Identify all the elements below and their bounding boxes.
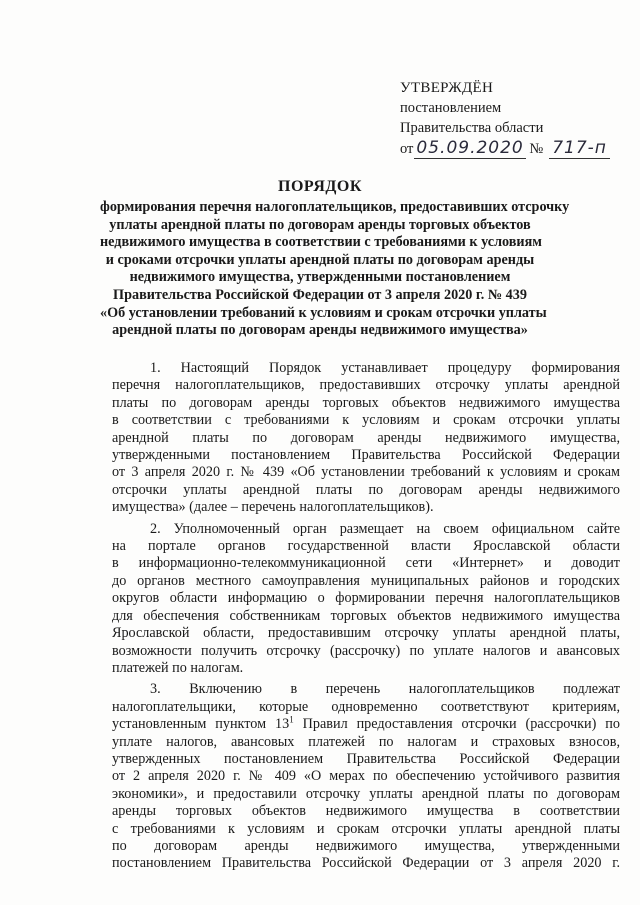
- text-line: от 2 апреля 2020 г. № 409 «О мерах по обеспечению устойчивого развития: [112, 768, 620, 785]
- approved-by-line-1: постановлением: [400, 100, 502, 116]
- title-line: уплаты арендной платы по договорам аренды торговых объектов: [109, 216, 531, 233]
- title-line: Правительства Российской Федерации от 3 апреля 2020 г. № 439: [113, 286, 527, 303]
- title-line: недвижимого имущества в соответствии с требованиями к условиям: [100, 234, 542, 251]
- text-fragment: Правил предоставления отсрочки (рассрочки) по: [293, 716, 620, 733]
- title-subtitle: [100, 199, 570, 340]
- title-line: «Об установлении требований к условиям и срокам отсрочки уплаты: [100, 304, 547, 321]
- text-line: утвержденными постановлением Правительства Российской Федерации: [112, 447, 620, 464]
- handwritten-date: 05.09.2020: [416, 138, 524, 158]
- title-line: арендной платы по договорам аренды недвижимого имущества»: [112, 322, 528, 339]
- text-line: платежей по налогам.: [112, 659, 244, 676]
- text-line-with-superscript: [112, 716, 620, 733]
- title-line: и сроками отсрочки уплаты арендной платы по договорам аренды: [105, 251, 535, 268]
- text-line: в информационно-телекоммуникационной сети «Интернет» и доводит: [112, 555, 620, 572]
- text-line: налогоплательщики, которые одновременно соответствуют критериям,: [112, 698, 620, 715]
- title-line: формирования перечня налогоплательщиков, предоставивших отсрочку: [100, 199, 570, 215]
- text-line: имущества» (далее – перечень налогоплательщиков).: [112, 499, 434, 516]
- text-line: уплате налогов, авансовых платежей по налогам и страховых взносов,: [112, 733, 620, 750]
- handwritten-number: 717-п: [549, 138, 610, 159]
- text-line: 3. Включению в перечень налогоплательщиков подлежат: [150, 681, 620, 698]
- text-line: до органов местного самоуправления муниципальных районов и городских: [112, 572, 620, 589]
- from-label: от: [400, 141, 414, 157]
- approval-date-number-line: [400, 138, 625, 159]
- title-main: ПОРЯДОК: [278, 178, 362, 195]
- text-line: утвержденных постановлением Правительства Российской Федерации: [112, 750, 620, 767]
- approved-by-line-2: Правительства области: [400, 120, 544, 136]
- text-line: Ярославской области, предоставившим отсрочку уплаты арендной платы,: [112, 625, 620, 642]
- text-line: 2. Уполномоченный орган размещает на своем официальном сайте: [150, 520, 620, 537]
- text-line: по договорам аренды недвижимого имущества, утвержденными: [112, 837, 620, 854]
- text-line: возможности получить отсрочку (рассрочку) по уплате налогов и авансовых: [112, 642, 620, 659]
- document-body: [112, 360, 620, 877]
- text-line: округов области информацию о формировании перечня налогоплательщиков: [112, 590, 620, 607]
- superscript: 1: [289, 714, 294, 725]
- paragraph-2: [112, 521, 620, 678]
- text-line: для обеспечения собственникам торговых объектов недвижимого имущества: [112, 607, 620, 624]
- text-line: перечня налогоплательщиков, предоставивших отсрочку уплаты арендной: [112, 377, 620, 394]
- number-label: №: [529, 141, 544, 157]
- paragraph-3: [112, 681, 620, 872]
- approved-heading: УТВЕРЖДЁН: [400, 80, 494, 96]
- text-line: на портале органов государственной власти Ярославской области: [112, 538, 620, 555]
- text-line: отсрочки уплаты арендной платы по договорам аренды недвижимого: [112, 481, 620, 498]
- text-line: платы по договорам аренды торговых объектов недвижимого имущества: [112, 394, 620, 411]
- text-line: аренды торговых объектов недвижимого имущества в соответствии: [112, 803, 620, 820]
- text-line: от 3 апреля 2020 г. № 439 «Об установлении требований к условиям и срокам: [112, 464, 620, 481]
- title-line: недвижимого имущества, утвержденными постановлением: [129, 269, 511, 286]
- approval-stamp: [400, 78, 625, 159]
- text-line: с требованиями к условиям и срокам отсрочки уплаты арендной платы: [112, 820, 620, 837]
- paragraph-1: [112, 360, 620, 517]
- document-title: [100, 178, 570, 340]
- text-line: арендной платы по договорам аренды недвижимого имущества,: [112, 429, 620, 446]
- text-line: 1. Настоящий Порядок устанавливает процедуру формирования: [150, 360, 620, 376]
- text-fragment: установленным пунктом 13: [112, 716, 290, 733]
- text-line: постановлением Правительства Российской Федерации от 3 апреля 2020 г.: [112, 855, 620, 872]
- text-line: в соответствии с требованиями к условиям и срокам отсрочки уплаты: [112, 412, 620, 429]
- text-line: экономики», и предоставили отсрочку уплаты арендной платы по договорам: [112, 785, 620, 802]
